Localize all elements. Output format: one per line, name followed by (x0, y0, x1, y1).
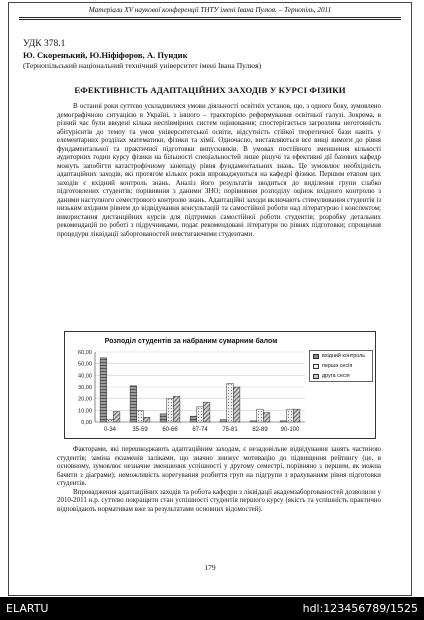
document-page (8, 2, 412, 596)
body-text-bottom (57, 445, 381, 513)
bar (227, 384, 234, 423)
authors: Ю. Скоренький, Ю.Ніфіфоров, А. Пундик (23, 50, 188, 60)
udc-code: УДК 378.1 (23, 39, 66, 49)
paragraph-2: Факторами, які перешкоджають адаптаційним заходам, є незадовільне відвідування занять частиною студентів; заміна екзаменів заліками, що значно знижує мотивацію до підвищення рейтингу (це, в основному, зумовлює незначне зменшення успішності у другому семестрі, порівняно з першим, як можна бачити з діаграми); неможливість корегування розбиття груп на підгрупи з врахуванням рівня підготовки студентів. (57, 445, 381, 487)
y-tick-label: 40,00 (78, 373, 92, 380)
y-tick-label: 20,00 (78, 396, 92, 403)
bar (203, 402, 210, 422)
y-tick-label: 30,00 (78, 385, 92, 391)
chart-bars (100, 358, 300, 422)
header-rule-bottom (19, 19, 401, 20)
y-tick-label: 0,00 (81, 420, 92, 426)
bar-chart (64, 331, 376, 439)
bar (280, 421, 287, 422)
bar (263, 413, 270, 422)
chart-x-ticks (104, 427, 300, 433)
bar (130, 386, 137, 422)
x-tick-label: 35-59 (132, 427, 148, 433)
x-tick-label: 75-81 (222, 427, 238, 433)
header-rule-top (19, 17, 401, 18)
viewer-footer-bar (0, 597, 424, 620)
paragraph-1: В останні роки суттєво ускладнилися умови діяльності освітніх установ, що, з одного боку, зумовлено демографічною ситуацією в Україні, з іншого – траєкторією реформування освітньої галузі. Зокрема, в різний час були введені кілька неспівмірних систем оцінювання; спостерігається загрозлива неготовність абітурієнтів до темпу та умов університетської освіти, відсутність стійкої теоретичної бази навіть у елементарних розділах математики, фізики та хімії. Одночасно, виставляються все вищі вимоги до рівня фундаментальної та практичної підготовки випускників. В умовах постійного зменшення кількості аудиторних годин курсу фізики на більшості спеціальностей лише рішучі та ефективні дії базових кафедр можуть запобігти катастрофічному занепаду рівня фундаментальних знань. Це зумовлює необхідність адаптаційних заходів, які протягом кількох років впроваджуються на кафедрі фізики. Першим етапом цих заходів є вхідний контроль знань. Аналіз його результатів зводиться до виділення групи слабко підготовлених студентів; порівняння з даними ЗНО; порівняння розподілу оцінок вхідного контролю з даними наступного семестрового контролю знань. Адаптаційні заходи включають стимулювання студентів із низьким вхідним рівнем до відвідування консультацій та самостійної роботи над літературою і конспектом; використання дистанційних курсів для підтримки самостійної роботи студентів; розробку детальних рекомендацій по роботі з підручниками, подає рекомендовані літератури по рівнях підготовки; спрощення процедури ліквідації заборгованостей невстигаючими студентами. (57, 102, 381, 238)
bar (220, 420, 227, 422)
affiliation: (Тернопільський національний технічний університет імені Івана Пулюя) (23, 61, 262, 70)
bar (100, 358, 107, 422)
bar (233, 387, 240, 422)
y-tick-label: 10,00 (78, 408, 92, 415)
legend-swatch (313, 364, 319, 369)
y-tick-label: 50,00 (78, 361, 92, 368)
bar (160, 414, 167, 422)
legend-label: друга сесія (322, 373, 350, 379)
legend-item (310, 361, 372, 371)
x-tick-label: 90-100 (280, 427, 300, 433)
paragraph-3: Впровадження адаптаційних заходів та робота кафедри з ліквідації академзаборгованостей дозволили у 2010-2011 н.р. суттєво покращити стан успішності студентів першого курсу (якість та успішність практично відповідають нормативам вже за результатами основних відомостей). (57, 487, 381, 513)
bar (287, 409, 294, 422)
running-header: Матеріали XV наукової конференції ТНТУ імені Івана Пулюя. – Тернопіль, 2011 (88, 6, 332, 14)
bar (137, 410, 144, 422)
bar (173, 396, 180, 422)
x-tick-label: 60-66 (162, 427, 178, 433)
page-number: 179 (204, 563, 216, 572)
bar (250, 421, 257, 422)
bar (197, 407, 204, 422)
chart-title: Розподіл студентів за набраним сумарним балом (104, 338, 278, 345)
legend-item (310, 351, 372, 361)
article-title: ЕФЕКТИВНІСТЬ АДАПТАЦІЙНИХ ЗАХОДІВ У КУРСІ ФІЗИКИ (74, 85, 346, 95)
y-tick-label: 60,00 (78, 350, 92, 356)
bar (190, 416, 197, 422)
legend-label: перша сесія (322, 363, 353, 369)
legend-item (310, 371, 372, 381)
bar (293, 409, 300, 422)
chart-y-ticks (78, 350, 92, 426)
legend-label: вхідний контроль (322, 353, 366, 359)
legend-swatch (313, 354, 319, 359)
chart-canvas (65, 332, 375, 438)
bar (167, 399, 174, 422)
x-tick-label: 67-74 (192, 427, 208, 433)
repository-label: ELARTU (6, 602, 49, 615)
handle-id: hdl:123456789/1525 (302, 602, 418, 615)
x-tick-label: 82-89 (252, 427, 268, 433)
chart-legend (309, 350, 373, 382)
bar (107, 420, 114, 422)
legend-swatch (313, 374, 319, 379)
body-text-top (57, 102, 381, 238)
bar (143, 417, 150, 422)
bar (257, 409, 264, 422)
bar (113, 412, 120, 423)
x-tick-label: 0-34 (103, 427, 117, 433)
